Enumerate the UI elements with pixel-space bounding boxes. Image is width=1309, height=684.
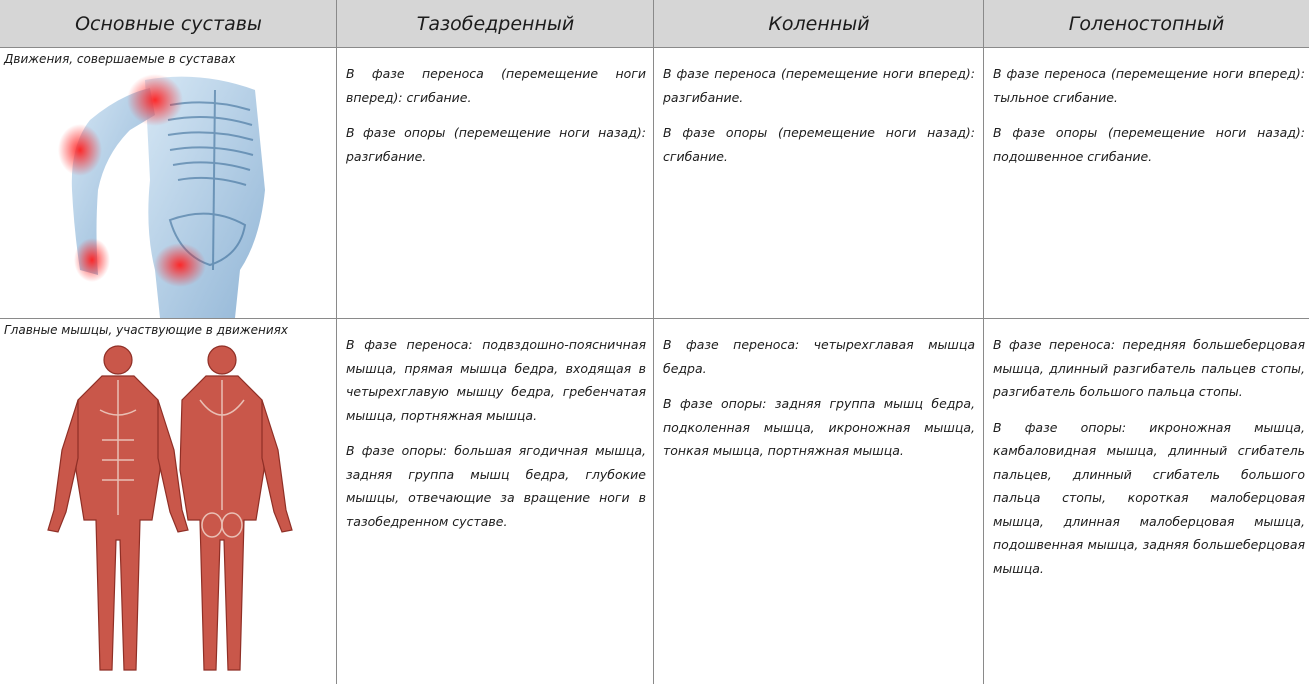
cell-knee-muscles [663,333,975,475]
cell-knee-movements [663,62,975,180]
row-label-muscles: Главные мышцы, участвующие в движениях [4,323,288,337]
cell-paragraph: В фазе переноса: передняя большеберцовая мышца, длинный разгибатель пальцев стопы, разгибатель большого пальца стопы. [993,337,1305,399]
header-label: Тазобедренный [416,12,575,35]
column-divider [653,0,654,684]
cell-paragraph: В фазе опоры (перемещение ноги назад): разгибание. [346,125,646,164]
cell-paragraph: В фазе опоры: икроножная мышца, камбаловидная мышца, длинный сгибатель пальцев, длинный сгибатель большого пальца стопы, короткая малоберцовая мышца, длинная малоберцовая мышца, подошвенная мышца, задняя большеберцовая мышца. [993,419,1305,576]
cell-paragraph: В фазе переноса: подвздошно-поясничная мышца, прямая мышца бедра, входящая в четырехглавую мышцу бедра, гребенчатая мышца, портняжная мышца. [346,337,646,423]
header-knee [654,0,984,47]
muscle-anatomy-icon [40,340,300,680]
cell-paragraph: В фазе опоры: задняя группа мышц бедра, подколенная мышца, икроножная мышца, тонкая мышца, портняжная мышца. [663,396,975,458]
cell-paragraph: В фазе опоры (перемещение ноги назад): сгибание. [663,125,975,164]
header-ankle [984,0,1309,47]
cell-ankle-muscles [993,333,1305,592]
cell-paragraph: В фазе опоры: большая ягодичная мышца, задняя группа мышц бедра, глубокие мышцы, отвечающие за вращение ноги в тазобедренном суставе. [346,443,646,529]
header-label: Основные суставы [75,12,262,35]
cell-paragraph: В фазе переноса (перемещение ноги вперед): разгибание. [663,66,975,105]
cell-paragraph: В фазе переноса (перемещение ноги вперед): тыльное сгибание. [993,66,1305,105]
cell-hip-muscles [346,333,646,545]
cell-paragraph: В фазе переноса (перемещение ноги вперед): сгибание. [346,66,646,105]
header-label: Коленный [768,12,870,35]
row-divider [0,47,1309,48]
cell-hip-movements [346,62,646,180]
column-divider [983,0,984,684]
skeleton-joints-icon [50,70,290,318]
row-divider [0,318,1309,319]
cell-paragraph: В фазе опоры (перемещение ноги назад): подошвенное сгибание. [993,125,1305,164]
cell-ankle-movements [993,62,1305,180]
header-hip [337,0,654,47]
row-label-movements: Движения, совершаемые в суставах [4,52,236,66]
column-divider [336,0,337,684]
header-label: Голеностопный [1068,12,1225,35]
cell-paragraph: В фазе переноса: четырехглавая мышца бедра. [663,337,975,376]
header-main-joints [0,0,337,47]
